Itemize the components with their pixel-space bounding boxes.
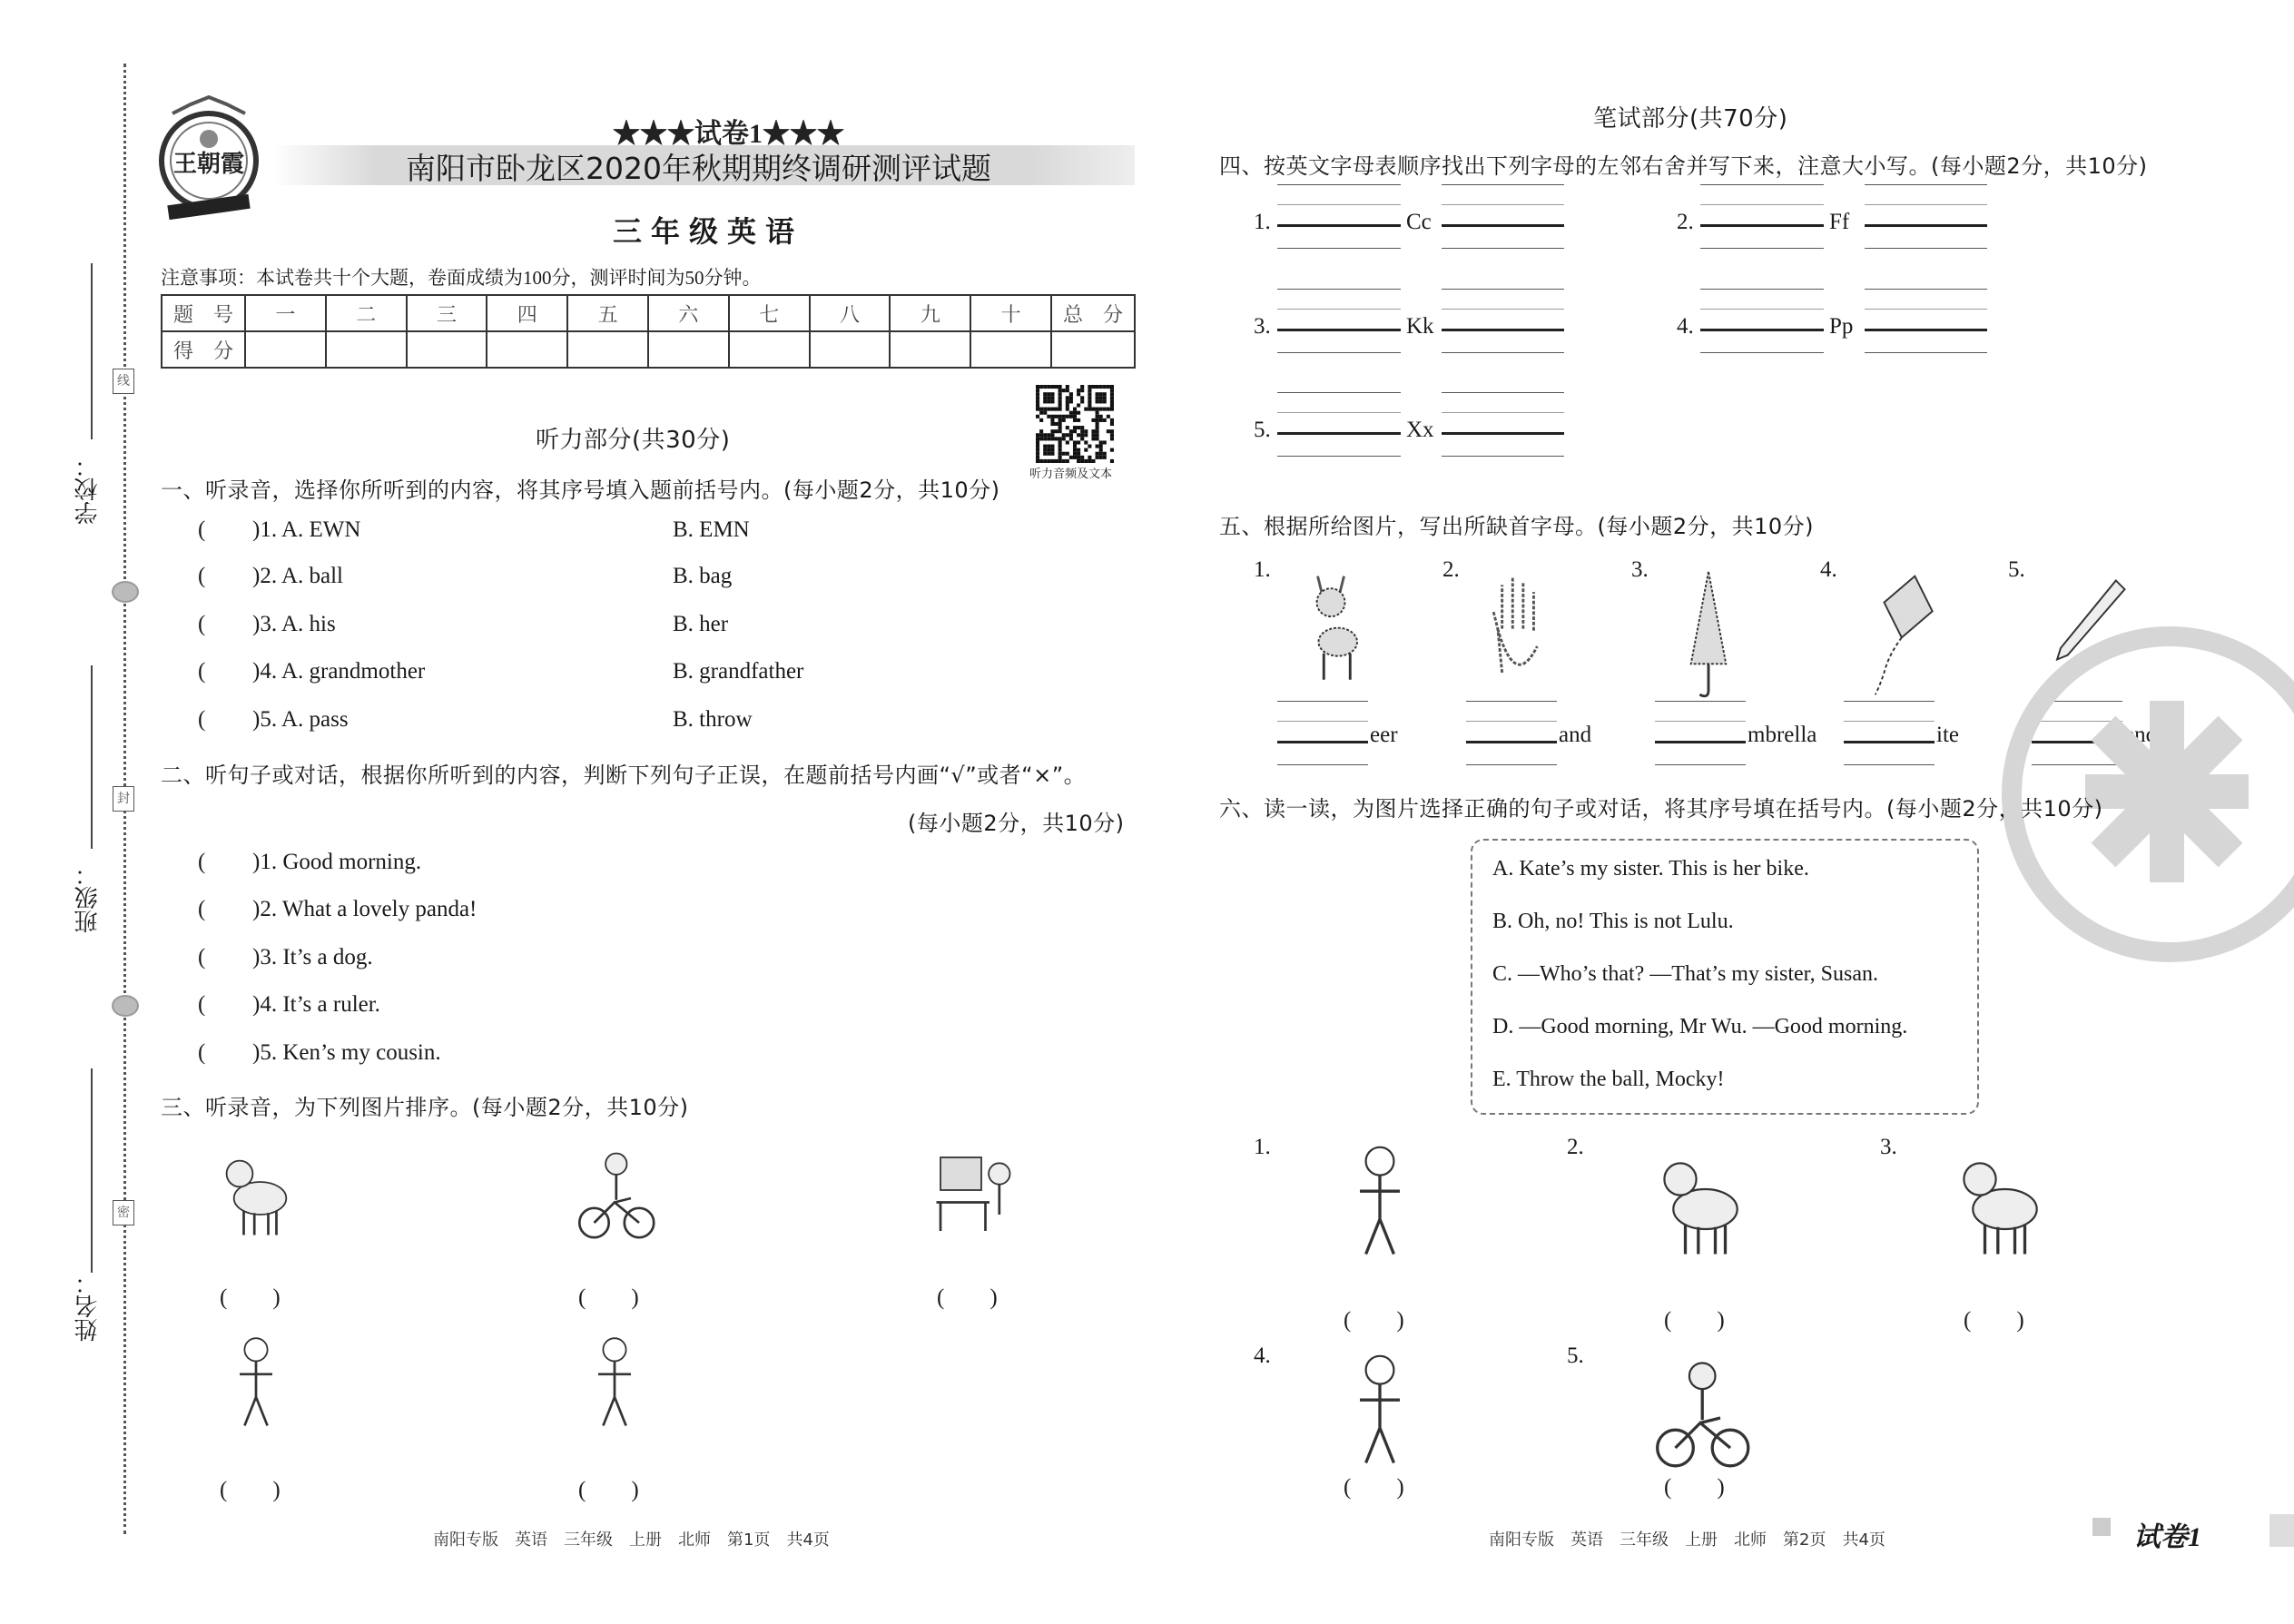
answer-paren[interactable]: ( — [198, 1040, 206, 1065]
footer-left: 南阳专版 英语 三年级 上册 北师 第1页 共4页 — [433, 1530, 830, 1550]
answer-paren[interactable]: ( — [198, 897, 206, 921]
seal-circle-icon — [112, 995, 139, 1017]
sentence-option: D. —Good morning, Mr Wu. —Good morning. — [1492, 1015, 1908, 1038]
option-a: )5. A. pass — [252, 707, 349, 732]
sentence-item: )1. Good morning. — [252, 850, 422, 874]
seal-mark-xian: 线 — [113, 369, 134, 394]
name-underline — [91, 1068, 93, 1273]
item-number: 5. — [2008, 557, 2025, 582]
score-header-cell: 三 — [407, 295, 487, 331]
boy-at-computer-image — [910, 1141, 1037, 1264]
answer-paren[interactable]: ( ) — [578, 1285, 639, 1310]
answer-paren[interactable]: ( — [198, 992, 206, 1017]
answer-paren[interactable]: ( — [198, 564, 206, 588]
option-a: )2. A. ball — [252, 564, 343, 588]
score-header-cell: 二 — [326, 295, 407, 331]
school-label: 学校： — [74, 454, 102, 525]
item-number: 1. — [1254, 557, 1271, 582]
four-line-writing-field[interactable] — [1700, 184, 1824, 257]
listening-title: 听力部分(共30分) — [536, 427, 731, 454]
brand-logo — [145, 95, 272, 222]
score-header-cell: 七 — [729, 295, 810, 331]
answer-paren[interactable]: ( — [198, 517, 206, 542]
word-suffix: and — [1559, 723, 1592, 747]
score-input-cell[interactable] — [648, 331, 729, 368]
given-letter: Ff — [1829, 210, 1850, 234]
option-b: B. EMN — [673, 517, 750, 542]
option-b: B. throw — [673, 707, 753, 732]
boy-riding-bike-image — [551, 1141, 678, 1264]
item-number: 1. — [1254, 1135, 1271, 1159]
answer-paren[interactable]: ( — [198, 612, 206, 636]
given-letter: Xx — [1406, 418, 1434, 442]
sentence-option: E. Throw the ball, Mocky! — [1492, 1068, 1725, 1091]
item-number: 2. — [1677, 210, 1694, 234]
item-number: 1. — [1254, 210, 1271, 234]
score-header-cell: 八 — [810, 295, 891, 331]
answer-paren[interactable]: ( ) — [1664, 1308, 1725, 1333]
class-underline — [91, 665, 93, 849]
score-input-cell[interactable] — [1051, 331, 1135, 368]
school-underline — [91, 263, 93, 439]
four-line-writing-field[interactable] — [1700, 289, 1824, 361]
badge-deco — [2092, 1518, 2111, 1536]
answer-paren[interactable]: ( — [198, 850, 206, 874]
answer-paren[interactable]: ( ) — [578, 1478, 639, 1502]
sentence-item: )3. It’s a dog. — [252, 945, 373, 969]
word-suffix: encil — [2124, 723, 2169, 747]
item-number: 4. — [1254, 1343, 1271, 1368]
four-line-writing-field[interactable] — [1277, 392, 1401, 465]
answer-paren[interactable]: ( — [198, 707, 206, 732]
given-letter: Pp — [1829, 314, 1854, 339]
score-input-cell[interactable] — [729, 331, 810, 368]
score-row-label: 得 分 — [162, 331, 245, 368]
item-number: 3. — [1254, 314, 1271, 339]
score-header-cell: 六 — [648, 295, 729, 331]
kite-image — [1847, 567, 1947, 699]
given-letter: Cc — [1406, 210, 1432, 234]
score-input-cell[interactable] — [407, 331, 487, 368]
sentence-option: A. Kate’s my sister. This is her bike. — [1492, 857, 1809, 881]
score-header-cell: 题 号 — [162, 295, 245, 331]
score-input-cell[interactable] — [970, 331, 1051, 368]
subject-title: 三年级英语 — [613, 214, 804, 249]
sec2-header: 二、听句子或对话，根据你所听到的内容，判断下列句子正误，在题前括号内画“√”或者“×”。 — [161, 763, 1087, 788]
horse-image — [192, 1141, 320, 1264]
option-a: )4. A. grandmother — [252, 659, 426, 684]
item-number: 3. — [1631, 557, 1649, 582]
seal-mark-feng: 封 — [113, 786, 134, 812]
sec4-header: 四、按英文字母表顺序找出下列字母的左邻右舍并写下来，注意大小写。(每小题2分，共10分) — [1219, 153, 2148, 179]
answer-paren[interactable]: ( — [198, 945, 206, 969]
four-line-writing-field[interactable] — [1865, 184, 1987, 257]
score-table-score-row — [162, 331, 1135, 368]
girl-with-book-image — [192, 1332, 320, 1454]
four-line-writing-field[interactable] — [1277, 289, 1401, 361]
sec5-header: 五、根据所给图片，写出所缺首字母。(每小题2分，共10分) — [1219, 514, 1815, 539]
answer-paren[interactable]: ( ) — [220, 1478, 281, 1502]
item-number: 5. — [1567, 1343, 1584, 1368]
answer-paren[interactable]: ( ) — [1344, 1308, 1404, 1333]
sec3-header: 三、听录音，为下列图片排序。(每小题2分，共10分) — [161, 1095, 689, 1120]
qr-caption: 听力音频及文本 — [1029, 467, 1113, 480]
option-a: )1. A. EWN — [252, 517, 361, 542]
item-number: 4. — [1677, 314, 1694, 339]
four-line-writing-field[interactable] — [1655, 701, 1746, 773]
deer-image — [1281, 567, 1381, 699]
svg-text:王朝霞: 王朝霞 — [172, 151, 245, 178]
name-label: 姓名： — [74, 1271, 102, 1342]
answer-paren[interactable]: ( ) — [220, 1285, 281, 1310]
exam-title: 南阳市卧龙区2020年秋期期终调研测评试题 — [406, 151, 991, 186]
score-input-cell[interactable] — [567, 331, 648, 368]
item-number: 3. — [1880, 1135, 1897, 1159]
four-line-writing-field[interactable] — [1277, 701, 1368, 773]
word-suffix: mbrella — [1748, 723, 1817, 747]
paper-tag: ★★★试卷1★★★ — [613, 119, 844, 149]
sentence-option: C. —Who’s that? —That’s my sister, Susan. — [1492, 962, 1879, 986]
four-line-writing-field[interactable] — [1442, 184, 1564, 257]
notice-text: 注意事项：本试卷共十个大题，卷面成绩为100分，测评时间为50分钟。 — [161, 267, 762, 289]
class-label: 班级： — [74, 862, 102, 933]
option-b: B. bag — [673, 564, 733, 588]
sec6-header: 六、读一读，为图片选择正确的句子或对话，将其序号填在括号内。(每小题2分，共10分) — [1219, 796, 2103, 822]
four-line-writing-field[interactable] — [1442, 289, 1564, 361]
word-suffix: eer — [1370, 723, 1398, 747]
seal-mark-mi: 密 — [113, 1200, 134, 1225]
option-b: B. grandfather — [673, 659, 804, 684]
four-line-writing-field[interactable] — [1466, 701, 1557, 773]
seal-circle-icon — [112, 581, 139, 603]
sentence-item: )2. What a lovely panda! — [252, 897, 478, 921]
answer-paren[interactable]: ( ) — [1964, 1308, 2024, 1333]
written-title: 笔试部分(共70分) — [1593, 105, 1788, 133]
item-number: 2. — [1442, 557, 1460, 582]
sec2-score: (每小题2分，共10分) — [908, 811, 1125, 836]
given-letter: Kk — [1406, 314, 1434, 339]
qr-code-icon[interactable] — [1036, 385, 1114, 463]
option-a: )3. A. his — [252, 612, 336, 636]
item-number: 2. — [1567, 1135, 1584, 1159]
monkey-throwing-ball-image — [1632, 1139, 1768, 1289]
answer-paren[interactable]: ( ) — [1664, 1475, 1725, 1500]
girl-watering-plant-image — [551, 1332, 678, 1454]
score-input-cell[interactable] — [326, 331, 407, 368]
footer-right: 南阳专版 英语 三年级 上册 北师 第2页 共4页 — [1489, 1530, 1885, 1550]
score-input-cell[interactable] — [245, 331, 326, 368]
score-input-cell[interactable] — [487, 331, 567, 368]
option-b: B. her — [673, 612, 729, 636]
score-header-cell: 十 — [970, 295, 1051, 331]
score-table — [161, 294, 1136, 369]
score-header-cell: 四 — [487, 295, 567, 331]
tiger-and-monkey-image — [1932, 1139, 2068, 1289]
man-and-child-waving-image — [1312, 1139, 1448, 1289]
score-header-cell: 九 — [890, 295, 970, 331]
score-input-cell[interactable] — [890, 331, 970, 368]
score-header-cell: 一 — [245, 295, 326, 331]
score-input-cell[interactable] — [810, 331, 891, 368]
badge-band — [2269, 1514, 2294, 1547]
answer-paren[interactable]: ( — [198, 659, 206, 684]
item-number: 5. — [1254, 418, 1271, 442]
hand-image — [1470, 567, 1570, 699]
sentence-option: B. Oh, no! This is not Lulu. — [1492, 910, 1734, 933]
item-number: 4. — [1820, 557, 1837, 582]
paper-badge: 试卷1 — [2133, 1522, 2201, 1552]
sentence-item: )4. It’s a ruler. — [252, 992, 380, 1017]
four-line-writing-field[interactable] — [1442, 392, 1564, 465]
score-header-cell: 五 — [567, 295, 648, 331]
word-suffix: ite — [1936, 723, 1959, 747]
answer-paren[interactable]: ( ) — [937, 1285, 998, 1310]
four-line-writing-field[interactable] — [1844, 701, 1935, 773]
score-header-cell: 总 分 — [1051, 295, 1135, 331]
sec1-header: 一、听录音，选择你所听到的内容，将其序号填入题前括号内。(每小题2分，共10分) — [161, 477, 1000, 503]
sentence-item: )5. Ken’s my cousin. — [252, 1040, 441, 1065]
answer-paren[interactable]: ( ) — [1344, 1475, 1404, 1500]
four-line-writing-field[interactable] — [1277, 184, 1401, 257]
score-table-header-row — [162, 295, 1135, 331]
four-line-writing-field[interactable] — [1865, 289, 1987, 361]
umbrella-image — [1659, 567, 1758, 699]
